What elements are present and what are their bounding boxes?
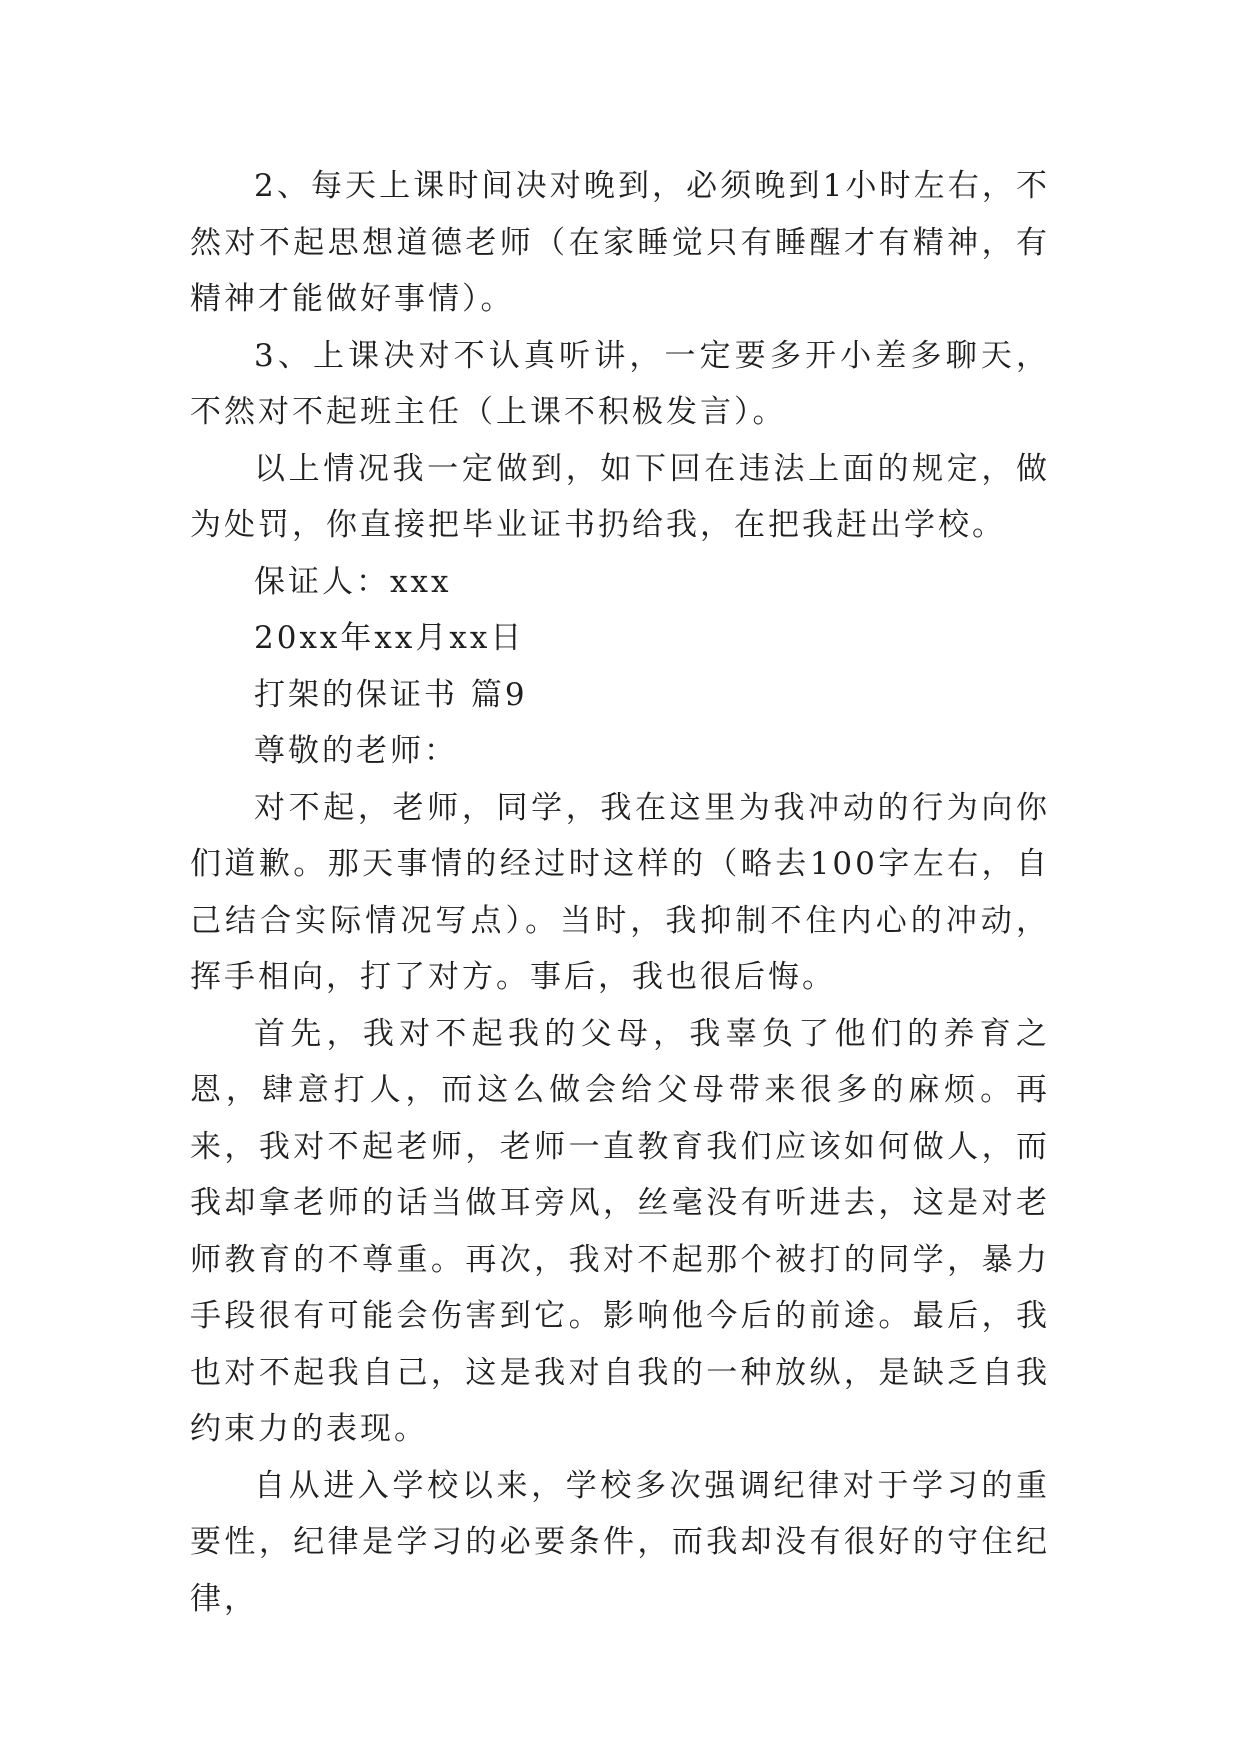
paragraph-reflection: 首先，我对不起我的父母，我辜负了他们的养育之恩，肆意打人，而这么做会给父母带来很多的麻烦。再来，我对不起老师，老师一直教育我们应该如何做人，而我却拿老师的话当做耳旁风，丝毫没有听进去，这是对老师教育的不尊重。再次，我对不起那个被打的同学，暴力手段很有可能会伤害到它。影响他今后的前途。最后，我也对不起我自己，这是我对自我的一种放纵，是缺乏自我约束力的表现。 bbox=[190, 1015, 1050, 1447]
section-title: 打架的保证书 篇9 bbox=[254, 676, 528, 713]
body-text bbox=[190, 158, 1050, 1627]
salutation: 尊敬的老师： bbox=[254, 733, 458, 769]
paragraph-apology: 对不起，老师，同学，我在这里为我冲动的行为向你们道歉。那天事情的经过时这样的（略去100字左右，自己结合实际情况写点）。当时，我抑制不住内心的冲动，挥手相向，打了对方。事后，我也很后悔。 bbox=[190, 789, 1050, 995]
paragraph-rule-2: 2、每天上课时间决对晚到，必须晚到1小时左右，不然对不起思想道德老师（在家睡觉只有睡醒才有精神，有精神才能做好事情）。 bbox=[190, 168, 1050, 317]
guarantor-line: 保证人：xxx bbox=[254, 563, 452, 600]
paragraph-penalty: 以上情况我一定做到，如下回在违法上面的规定，做为处罚，你直接把毕业证书扔给我，在把我赶出学校。 bbox=[190, 450, 1050, 543]
paragraph-discipline: 自从进入学校以来，学校多次强调纪律对于学习的重要性，纪律是学习的必要条件，而我却没有很好的守住纪律， bbox=[190, 1467, 1050, 1617]
paragraph-rule-3: 3、上课决对不认真听讲，一定要多开小差多聊天，不然对不起班主任（上课不积极发言）。 bbox=[190, 337, 1050, 430]
date-line: 20xx年xx月xx日 bbox=[254, 620, 525, 656]
